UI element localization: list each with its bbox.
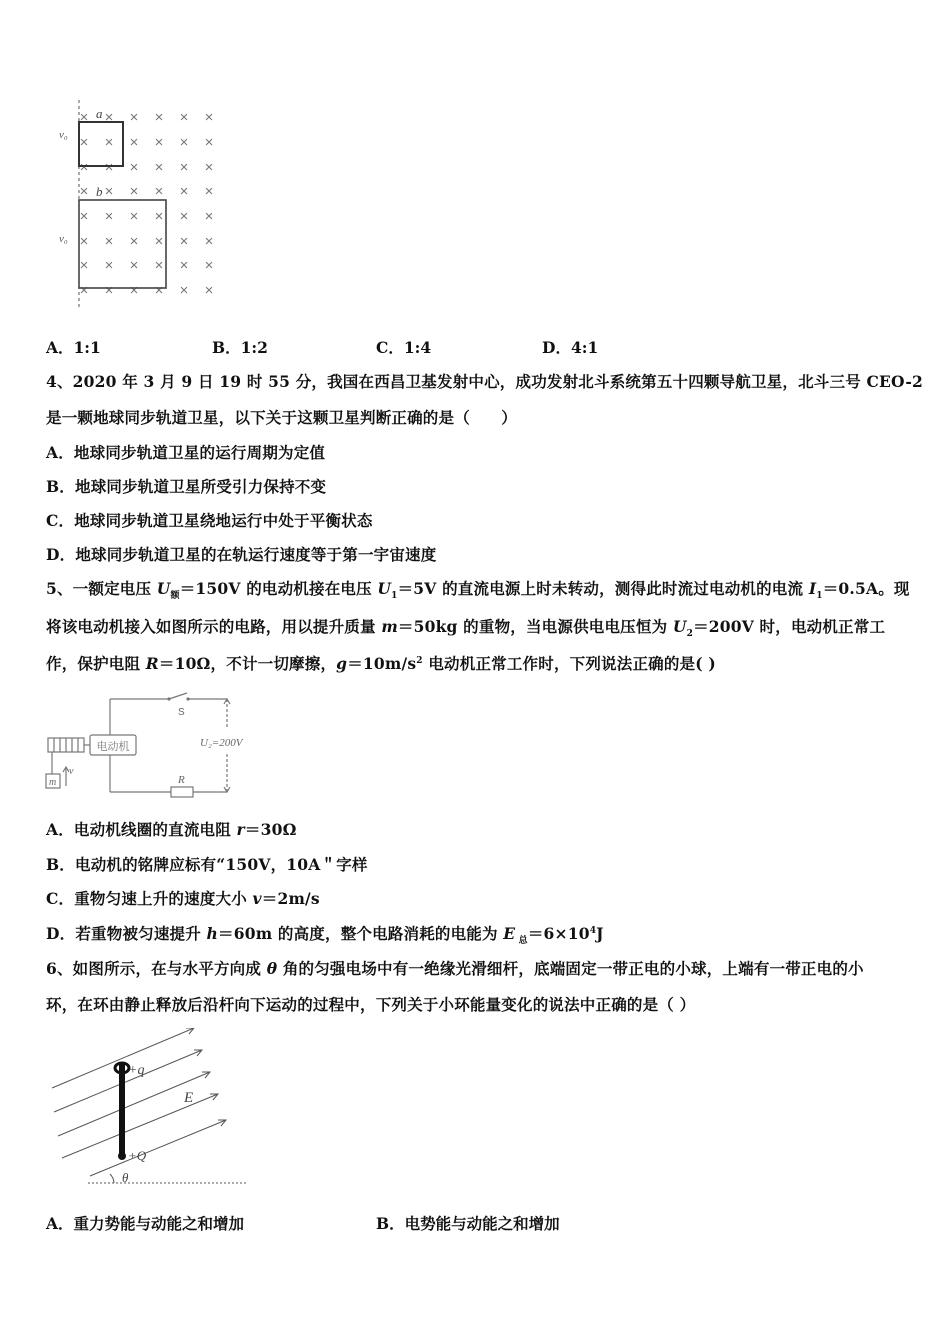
field-cross: × — [204, 159, 214, 176]
field-cross: × — [79, 134, 89, 151]
q5-stem-line1: 5、一额定电压 $U_额=150V$ 的电动机接在电压 $U_1=5V$ 的直流电源上时未转动，测得此时流过电动机的电流 $I_1=0.5A$。现 — [46, 579, 910, 602]
q6-stem-line2: 环，在环由静止释放后沿杆向下运动的过程中，下列关于小环能量变化的说法中正确的是（ ） — [46, 995, 696, 1014]
field-cross: × — [179, 282, 189, 299]
field-cross: × — [104, 183, 114, 200]
label-a: a — [96, 106, 103, 121]
field-cross: × — [154, 159, 164, 176]
q3-option-a[interactable]: A．1:1 — [46, 338, 101, 357]
q5-option-b[interactable]: B．电动机的铭牌应标有“150V，10A＂字样 — [46, 855, 368, 874]
field-cross: × — [179, 183, 189, 200]
field-cross: × — [79, 109, 89, 126]
field-cross: × — [104, 134, 114, 151]
q4-stem-line2: 是一颗地球同步轨道卫星，以下关于这颗卫星判断正确的是（ ） — [46, 408, 518, 427]
field-cross: × — [129, 183, 139, 200]
field-cross: × — [179, 134, 189, 151]
field-cross: × — [79, 233, 89, 250]
field-cross: × — [204, 134, 214, 151]
mass-label: m — [49, 777, 57, 788]
field-cross: × — [204, 233, 214, 250]
velocity-label: v — [69, 766, 74, 777]
q6-option-b[interactable]: B．电势能与动能之和增加 — [376, 1214, 560, 1233]
q6-option-a[interactable]: A．重力势能与动能之和增加 — [46, 1214, 245, 1233]
q4-option-b[interactable]: B．地球同步轨道卫星所受引力保持不变 — [46, 477, 327, 496]
field-cross: × — [154, 183, 164, 200]
field-cross: × — [179, 257, 189, 274]
field-cross: × — [179, 208, 189, 225]
q5-option-a[interactable]: A．电动机线圈的直流电阻 r＝30Ω — [46, 820, 297, 839]
q4-option-c[interactable]: C．地球同步轨道卫星绕地运行中处于平衡状态 — [46, 511, 373, 530]
field-E-label: E — [184, 1090, 194, 1106]
q3-option-b[interactable]: B．1:2 — [212, 338, 268, 357]
switch-label: S — [178, 707, 185, 718]
label-b: b — [96, 184, 103, 199]
q4-option-d[interactable]: D．地球同步轨道卫星的在轨运行速度等于第一宇宙速度 — [46, 545, 437, 564]
motor-circuit-figure — [44, 692, 264, 800]
field-cross: × — [104, 159, 114, 176]
q5-stem-line3: 作，保护电阻 R＝10Ω，不计一切摩擦，$g=10m/s^2$ 电动机正常工作时，下列说法正确的是( ) — [46, 654, 716, 673]
voltage-label: U₂=200V — [200, 737, 243, 749]
field-cross: × — [104, 282, 114, 299]
field-cross: × — [204, 257, 214, 274]
q4-option-a[interactable]: A．地球同步轨道卫星的运行周期为定值 — [46, 443, 326, 462]
electric-field-rod-figure — [48, 1028, 258, 1190]
field-cross: × — [204, 208, 214, 225]
field-cross: × — [204, 282, 214, 299]
field-cross: × — [154, 208, 164, 225]
field-cross: × — [104, 257, 114, 274]
field-cross: × — [79, 208, 89, 225]
field-cross: × — [179, 159, 189, 176]
magnetic-field-figure — [50, 98, 230, 310]
field-cross: × — [79, 257, 89, 274]
field-cross: × — [129, 257, 139, 274]
angle-theta-label: θ — [122, 1170, 129, 1185]
field-cross: × — [129, 208, 139, 225]
field-cross: × — [129, 282, 139, 299]
field-cross: × — [179, 109, 189, 126]
field-cross: × — [104, 233, 114, 250]
field-cross: × — [129, 159, 139, 176]
field-cross: × — [204, 183, 214, 200]
field-cross: × — [154, 134, 164, 151]
charge-Q-label: +Q — [128, 1148, 147, 1163]
field-cross: × — [79, 282, 89, 299]
q6-stem-line1: 6、如图所示，在与水平方向成 θ 角的匀强电场中有一绝缘光滑细杆，底端固定一带正电的小球，上端有一带正电的小 — [46, 959, 864, 978]
field-cross: × — [129, 109, 139, 126]
field-cross: × — [79, 183, 89, 200]
label-v0-bottom: v₀ — [59, 233, 68, 245]
resistor-label: R — [178, 774, 185, 786]
q3-option-c[interactable]: C．1:4 — [376, 338, 432, 357]
field-cross: × — [154, 233, 164, 250]
q5-option-d[interactable]: D．若重物被匀速提升 h＝60m 的高度，整个电路消耗的电能为 E $_总=6\times 10^4J$ — [46, 924, 604, 947]
field-cross: × — [104, 208, 114, 225]
field-cross: × — [179, 233, 189, 250]
field-cross: × — [154, 109, 164, 126]
field-cross: × — [154, 282, 164, 299]
motor-label: 电动机 — [96, 740, 130, 753]
field-cross: × — [129, 134, 139, 151]
field-cross: × — [129, 233, 139, 250]
field-cross: × — [204, 109, 214, 126]
field-cross: × — [154, 257, 164, 274]
field-cross: × — [79, 159, 89, 176]
field-cross: × — [104, 109, 114, 126]
charge-q-label: +q — [128, 1063, 145, 1078]
q5-stem-line2: 将该电动机接入如图所示的电路，用以提升质量 m＝50kg 的重物，当电源供电电压恒为 $U_2=200V$ 时，电动机正常工 — [46, 617, 886, 640]
q3-option-d[interactable]: D．4:1 — [542, 338, 599, 357]
q4-stem-line1: 4、2020 年 3 月 9 日 19 时 55 分，我国在西昌卫基发射中心，成功发射北斗系统第五十四颗导航卫星，北斗三号 CEO-2 — [46, 372, 923, 391]
q5-option-c[interactable]: C．重物匀速上升的速度大小 v＝2m/s — [46, 889, 320, 908]
label-v0-top: v₀ — [59, 129, 68, 141]
